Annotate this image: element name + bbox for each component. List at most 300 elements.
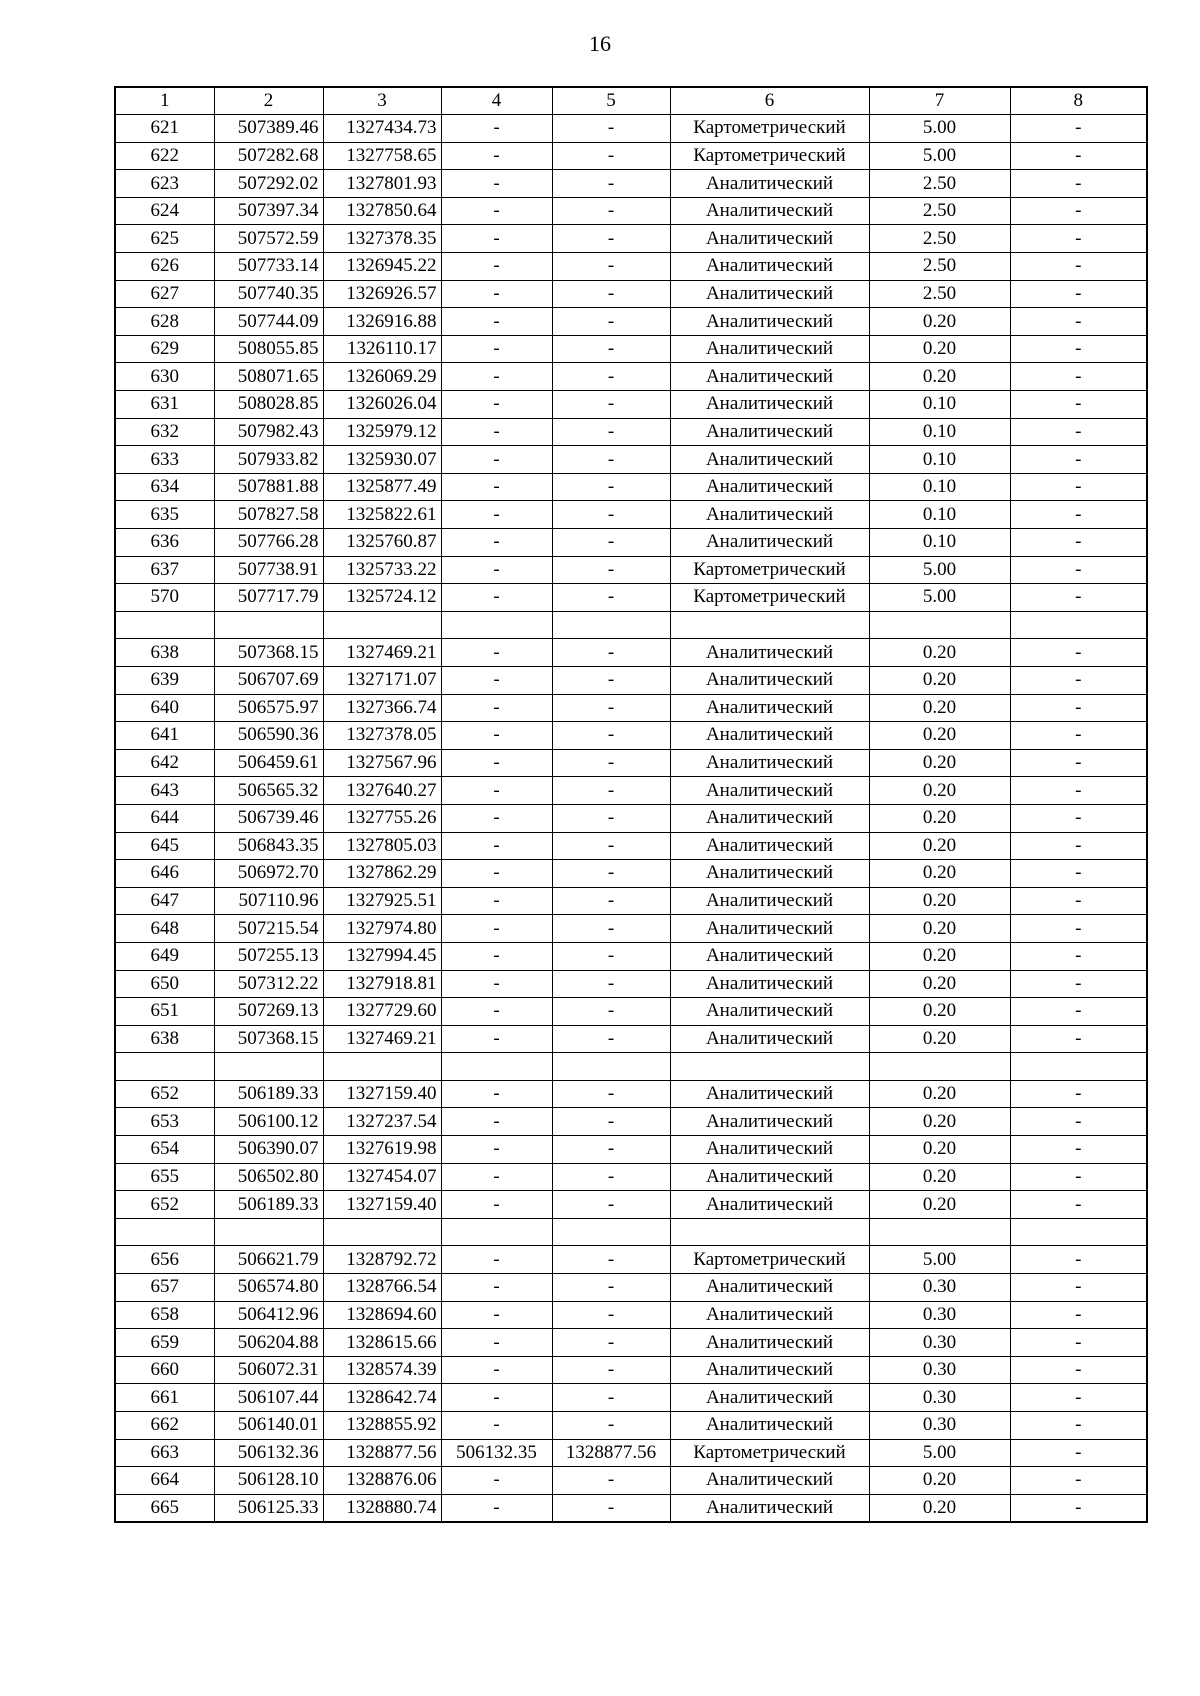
- table-row: [115, 694, 1147, 722]
- x-old-cell: -: [441, 1356, 552, 1384]
- x-coordinate-cell: 507733.14: [214, 253, 323, 281]
- method-cell: Аналитический: [670, 308, 869, 336]
- method-cell: Аналитический: [670, 1025, 869, 1053]
- x-old-cell: -: [441, 1384, 552, 1412]
- y-coordinate-cell: 1326110.17: [323, 335, 441, 363]
- accuracy-cell: 0.30: [869, 1384, 1010, 1412]
- y-old-cell: [552, 1218, 670, 1246]
- accuracy-cell: 0.20: [869, 1025, 1010, 1053]
- accuracy-cell: 0.20: [869, 639, 1010, 667]
- x-old-cell: -: [441, 1246, 552, 1274]
- x-coordinate-cell: 506100.12: [214, 1108, 323, 1136]
- y-old-cell: -: [552, 860, 670, 888]
- table-row: [115, 970, 1147, 998]
- accuracy-cell: 0.20: [869, 666, 1010, 694]
- accuracy-cell: 0.20: [869, 1136, 1010, 1164]
- method-cell: Аналитический: [670, 777, 869, 805]
- note-cell: -: [1010, 501, 1147, 529]
- note-cell: -: [1010, 639, 1147, 667]
- accuracy-cell: 0.10: [869, 446, 1010, 474]
- note-cell: -: [1010, 197, 1147, 225]
- x-coordinate-cell: 507572.59: [214, 225, 323, 253]
- table-row: [115, 197, 1147, 225]
- x-old-cell: -: [441, 529, 552, 557]
- point-number-cell: 661: [115, 1384, 214, 1412]
- point-number-cell: 642: [115, 749, 214, 777]
- y-coordinate-cell: 1328615.66: [323, 1329, 441, 1357]
- point-number-cell: 650: [115, 970, 214, 998]
- accuracy-cell: 0.20: [869, 1080, 1010, 1108]
- table-row: [115, 639, 1147, 667]
- point-number-cell: 570: [115, 584, 214, 612]
- x-coordinate-cell: 506107.44: [214, 1384, 323, 1412]
- x-old-cell: -: [441, 1494, 552, 1522]
- y-old-cell: -: [552, 1494, 670, 1522]
- table-body: [115, 87, 1147, 1522]
- x-old-cell: -: [441, 1163, 552, 1191]
- accuracy-cell: 2.50: [869, 197, 1010, 225]
- table-row: [115, 391, 1147, 419]
- x-old-cell: -: [441, 473, 552, 501]
- method-cell: Аналитический: [670, 1274, 869, 1302]
- method-cell: Картометрический: [670, 556, 869, 584]
- note-cell: -: [1010, 584, 1147, 612]
- accuracy-cell: 5.00: [869, 142, 1010, 170]
- point-number-cell: 663: [115, 1439, 214, 1467]
- x-old-cell: -: [441, 639, 552, 667]
- table-row: [115, 1025, 1147, 1053]
- x-coordinate-cell: 507766.28: [214, 529, 323, 557]
- accuracy-cell: 0.20: [869, 1191, 1010, 1219]
- table-row: [115, 942, 1147, 970]
- accuracy-cell: 0.20: [869, 722, 1010, 750]
- y-old-cell: -: [552, 1412, 670, 1440]
- point-number-cell: 621: [115, 115, 214, 143]
- method-cell: Аналитический: [670, 363, 869, 391]
- accuracy-cell: [869, 1053, 1010, 1081]
- x-old-cell: -: [441, 915, 552, 943]
- y-old-cell: -: [552, 1329, 670, 1357]
- y-coordinate-cell: [323, 1053, 441, 1081]
- y-coordinate-cell: 1328766.54: [323, 1274, 441, 1302]
- x-coordinate-cell: 506502.80: [214, 1163, 323, 1191]
- table-row: [115, 1163, 1147, 1191]
- x-old-cell: -: [441, 1329, 552, 1357]
- y-old-cell: -: [552, 915, 670, 943]
- y-coordinate-cell: 1327378.35: [323, 225, 441, 253]
- table-row: [115, 363, 1147, 391]
- x-old-cell: [441, 1053, 552, 1081]
- column-header: 1: [115, 87, 214, 115]
- note-cell: -: [1010, 335, 1147, 363]
- note-cell: -: [1010, 777, 1147, 805]
- method-cell: Аналитический: [670, 1329, 869, 1357]
- table-row: [115, 998, 1147, 1026]
- point-number-cell: 638: [115, 1025, 214, 1053]
- x-old-cell: -: [441, 832, 552, 860]
- accuracy-cell: 0.20: [869, 832, 1010, 860]
- table-row: [115, 1136, 1147, 1164]
- table-row: [115, 832, 1147, 860]
- method-cell: Аналитический: [670, 860, 869, 888]
- x-old-cell: [441, 1218, 552, 1246]
- note-cell: -: [1010, 1274, 1147, 1302]
- x-old-cell: -: [441, 170, 552, 198]
- note-cell: -: [1010, 556, 1147, 584]
- x-old-cell: -: [441, 501, 552, 529]
- y-old-cell: -: [552, 446, 670, 474]
- point-number-cell: 624: [115, 197, 214, 225]
- note-cell: -: [1010, 1329, 1147, 1357]
- note-cell: -: [1010, 1025, 1147, 1053]
- accuracy-cell: 0.20: [869, 694, 1010, 722]
- y-coordinate-cell: 1328694.60: [323, 1301, 441, 1329]
- y-old-cell: -: [552, 777, 670, 805]
- method-cell: Аналитический: [670, 942, 869, 970]
- table-row: [115, 1191, 1147, 1219]
- y-coordinate-cell: 1327729.60: [323, 998, 441, 1026]
- accuracy-cell: 0.10: [869, 529, 1010, 557]
- y-old-cell: -: [552, 666, 670, 694]
- table-row: [115, 777, 1147, 805]
- y-coordinate-cell: 1325930.07: [323, 446, 441, 474]
- accuracy-cell: 0.30: [869, 1412, 1010, 1440]
- x-coordinate-cell: 506590.36: [214, 722, 323, 750]
- x-coordinate-cell: 507282.68: [214, 142, 323, 170]
- y-coordinate-cell: 1326916.88: [323, 308, 441, 336]
- y-coordinate-cell: 1325760.87: [323, 529, 441, 557]
- y-old-cell: -: [552, 418, 670, 446]
- y-coordinate-cell: 1325724.12: [323, 584, 441, 612]
- table-row: [115, 529, 1147, 557]
- accuracy-cell: 0.10: [869, 418, 1010, 446]
- method-cell: Картометрический: [670, 115, 869, 143]
- x-coordinate-cell: 506204.88: [214, 1329, 323, 1357]
- note-cell: -: [1010, 942, 1147, 970]
- page-number: 16: [589, 31, 611, 56]
- point-number-cell: 643: [115, 777, 214, 805]
- point-number-cell: 631: [115, 391, 214, 419]
- point-number-cell: 638: [115, 639, 214, 667]
- point-number-cell: 634: [115, 473, 214, 501]
- note-cell: -: [1010, 363, 1147, 391]
- x-old-cell: -: [441, 722, 552, 750]
- x-old-cell: 506132.35: [441, 1439, 552, 1467]
- x-coordinate-cell: 508055.85: [214, 335, 323, 363]
- note-cell: -: [1010, 1301, 1147, 1329]
- table-row: [115, 225, 1147, 253]
- y-old-cell: -: [552, 170, 670, 198]
- column-header: 5: [552, 87, 670, 115]
- method-cell: Аналитический: [670, 529, 869, 557]
- y-old-cell: -: [552, 1384, 670, 1412]
- y-old-cell: -: [552, 197, 670, 225]
- x-coordinate-cell: 507110.96: [214, 887, 323, 915]
- accuracy-cell: 0.30: [869, 1356, 1010, 1384]
- table-row: [115, 418, 1147, 446]
- y-old-cell: -: [552, 391, 670, 419]
- accuracy-cell: 2.50: [869, 280, 1010, 308]
- accuracy-cell: 0.20: [869, 308, 1010, 336]
- column-header: 2: [214, 87, 323, 115]
- table-row: [115, 1494, 1147, 1522]
- point-number-cell: 628: [115, 308, 214, 336]
- y-old-cell: -: [552, 1191, 670, 1219]
- note-cell: -: [1010, 1108, 1147, 1136]
- point-number-cell: 647: [115, 887, 214, 915]
- x-coordinate-cell: 507368.15: [214, 1025, 323, 1053]
- x-coordinate-cell: 506390.07: [214, 1136, 323, 1164]
- x-coordinate-cell: 507982.43: [214, 418, 323, 446]
- x-old-cell: -: [441, 556, 552, 584]
- note-cell: [1010, 1218, 1147, 1246]
- table-row: [115, 253, 1147, 281]
- note-cell: -: [1010, 170, 1147, 198]
- accuracy-cell: 2.50: [869, 253, 1010, 281]
- y-coordinate-cell: 1328855.92: [323, 1412, 441, 1440]
- y-coordinate-cell: 1327159.40: [323, 1080, 441, 1108]
- point-number-cell: [115, 611, 214, 639]
- table-row: [115, 584, 1147, 612]
- y-old-cell: -: [552, 1163, 670, 1191]
- y-coordinate-cell: 1327619.98: [323, 1136, 441, 1164]
- x-coordinate-cell: 507827.58: [214, 501, 323, 529]
- x-coordinate-cell: 506621.79: [214, 1246, 323, 1274]
- note-cell: -: [1010, 391, 1147, 419]
- note-cell: -: [1010, 749, 1147, 777]
- table-row: [115, 1412, 1147, 1440]
- note-cell: -: [1010, 308, 1147, 336]
- method-cell: Аналитический: [670, 804, 869, 832]
- method-cell: Аналитический: [670, 170, 869, 198]
- point-number-cell: 649: [115, 942, 214, 970]
- y-coordinate-cell: 1328642.74: [323, 1384, 441, 1412]
- table-row: [115, 749, 1147, 777]
- note-cell: -: [1010, 1467, 1147, 1495]
- note-cell: [1010, 611, 1147, 639]
- note-cell: -: [1010, 915, 1147, 943]
- accuracy-cell: 0.20: [869, 1108, 1010, 1136]
- table-row: [115, 170, 1147, 198]
- y-old-cell: -: [552, 942, 670, 970]
- accuracy-cell: 2.50: [869, 170, 1010, 198]
- x-old-cell: -: [441, 225, 552, 253]
- table-row: [115, 666, 1147, 694]
- accuracy-cell: 5.00: [869, 1246, 1010, 1274]
- note-cell: -: [1010, 1494, 1147, 1522]
- point-number-cell: 651: [115, 998, 214, 1026]
- table-row: [115, 722, 1147, 750]
- accuracy-cell: 0.20: [869, 749, 1010, 777]
- y-old-cell: -: [552, 887, 670, 915]
- y-coordinate-cell: 1327171.07: [323, 666, 441, 694]
- method-cell: Аналитический: [670, 391, 869, 419]
- y-old-cell: -: [552, 584, 670, 612]
- y-coordinate-cell: 1328877.56: [323, 1439, 441, 1467]
- note-cell: -: [1010, 280, 1147, 308]
- accuracy-cell: 0.20: [869, 860, 1010, 888]
- x-old-cell: -: [441, 446, 552, 474]
- x-coordinate-cell: 506140.01: [214, 1412, 323, 1440]
- method-cell: Аналитический: [670, 915, 869, 943]
- point-number-cell: [115, 1053, 214, 1081]
- note-cell: -: [1010, 970, 1147, 998]
- y-old-cell: -: [552, 225, 670, 253]
- accuracy-cell: 0.20: [869, 1163, 1010, 1191]
- method-cell: Картометрический: [670, 1439, 869, 1467]
- note-cell: -: [1010, 804, 1147, 832]
- table-row: [115, 1080, 1147, 1108]
- y-coordinate-cell: 1326945.22: [323, 253, 441, 281]
- x-old-cell: -: [441, 666, 552, 694]
- note-cell: -: [1010, 446, 1147, 474]
- x-old-cell: -: [441, 887, 552, 915]
- point-number-cell: 640: [115, 694, 214, 722]
- x-old-cell: -: [441, 860, 552, 888]
- point-number-cell: 645: [115, 832, 214, 860]
- y-coordinate-cell: 1328876.06: [323, 1467, 441, 1495]
- accuracy-cell: 0.20: [869, 998, 1010, 1026]
- x-old-cell: -: [441, 418, 552, 446]
- accuracy-cell: 0.20: [869, 1494, 1010, 1522]
- table-row: [115, 473, 1147, 501]
- accuracy-cell: 0.30: [869, 1329, 1010, 1357]
- x-coordinate-cell: 506125.33: [214, 1494, 323, 1522]
- x-coordinate-cell: 507881.88: [214, 473, 323, 501]
- x-old-cell: -: [441, 197, 552, 225]
- table-row: [115, 280, 1147, 308]
- y-old-cell: -: [552, 556, 670, 584]
- x-old-cell: -: [441, 1191, 552, 1219]
- x-coordinate-cell: 507738.91: [214, 556, 323, 584]
- note-cell: -: [1010, 832, 1147, 860]
- note-cell: -: [1010, 1080, 1147, 1108]
- x-coordinate-cell: 507292.02: [214, 170, 323, 198]
- method-cell: Аналитический: [670, 1108, 869, 1136]
- y-coordinate-cell: 1327237.54: [323, 1108, 441, 1136]
- y-old-cell: [552, 611, 670, 639]
- method-cell: Аналитический: [670, 1191, 869, 1219]
- point-number-cell: 665: [115, 1494, 214, 1522]
- accuracy-cell: 5.00: [869, 115, 1010, 143]
- y-coordinate-cell: 1325877.49: [323, 473, 441, 501]
- y-coordinate-cell: 1325733.22: [323, 556, 441, 584]
- table-row: [115, 1439, 1147, 1467]
- y-old-cell: -: [552, 804, 670, 832]
- method-cell: Аналитический: [670, 280, 869, 308]
- table-row: [115, 611, 1147, 639]
- x-old-cell: -: [441, 115, 552, 143]
- y-coordinate-cell: 1327994.45: [323, 942, 441, 970]
- x-coordinate-cell: 506072.31: [214, 1356, 323, 1384]
- accuracy-cell: [869, 611, 1010, 639]
- y-old-cell: -: [552, 1108, 670, 1136]
- method-cell: Аналитический: [670, 694, 869, 722]
- y-old-cell: -: [552, 253, 670, 281]
- y-coordinate-cell: 1327567.96: [323, 749, 441, 777]
- x-coordinate-cell: 507215.54: [214, 915, 323, 943]
- note-cell: -: [1010, 998, 1147, 1026]
- y-coordinate-cell: [323, 611, 441, 639]
- x-coordinate-cell: 506575.97: [214, 694, 323, 722]
- x-coordinate-cell: 506128.10: [214, 1467, 323, 1495]
- accuracy-cell: 5.00: [869, 584, 1010, 612]
- note-cell: -: [1010, 418, 1147, 446]
- point-number-cell: 652: [115, 1191, 214, 1219]
- x-old-cell: -: [441, 308, 552, 336]
- point-number-cell: 654: [115, 1136, 214, 1164]
- method-cell: Аналитический: [670, 335, 869, 363]
- y-old-cell: -: [552, 998, 670, 1026]
- x-old-cell: -: [441, 1080, 552, 1108]
- accuracy-cell: 0.10: [869, 391, 1010, 419]
- note-cell: -: [1010, 1191, 1147, 1219]
- y-coordinate-cell: 1327925.51: [323, 887, 441, 915]
- x-old-cell: -: [441, 280, 552, 308]
- x-old-cell: -: [441, 584, 552, 612]
- x-coordinate-cell: 506739.46: [214, 804, 323, 832]
- x-coordinate-cell: 506412.96: [214, 1301, 323, 1329]
- y-old-cell: -: [552, 749, 670, 777]
- y-old-cell: -: [552, 1080, 670, 1108]
- coordinates-table: [114, 86, 1148, 1523]
- point-number-cell: 626: [115, 253, 214, 281]
- x-old-cell: -: [441, 1467, 552, 1495]
- method-cell: Аналитический: [670, 1384, 869, 1412]
- table-row: [115, 1384, 1147, 1412]
- y-old-cell: -: [552, 722, 670, 750]
- accuracy-cell: 0.10: [869, 501, 1010, 529]
- note-cell: -: [1010, 694, 1147, 722]
- note-cell: -: [1010, 1163, 1147, 1191]
- method-cell: Аналитический: [670, 639, 869, 667]
- point-number-cell: 652: [115, 1080, 214, 1108]
- table-row: [115, 1218, 1147, 1246]
- x-coordinate-cell: 506189.33: [214, 1191, 323, 1219]
- point-number-cell: 627: [115, 280, 214, 308]
- y-coordinate-cell: 1327755.26: [323, 804, 441, 832]
- y-coordinate-cell: 1327159.40: [323, 1191, 441, 1219]
- table-row: [115, 804, 1147, 832]
- point-number-cell: 664: [115, 1467, 214, 1495]
- point-number-cell: 635: [115, 501, 214, 529]
- method-cell: [670, 1218, 869, 1246]
- method-cell: Аналитический: [670, 998, 869, 1026]
- method-cell: Аналитический: [670, 749, 869, 777]
- x-coordinate-cell: [214, 1218, 323, 1246]
- note-cell: -: [1010, 473, 1147, 501]
- x-coordinate-cell: 506189.33: [214, 1080, 323, 1108]
- table-row: [115, 1301, 1147, 1329]
- x-coordinate-cell: 507933.82: [214, 446, 323, 474]
- y-old-cell: -: [552, 473, 670, 501]
- point-number-cell: 646: [115, 860, 214, 888]
- note-cell: -: [1010, 529, 1147, 557]
- point-number-cell: 630: [115, 363, 214, 391]
- point-number-cell: 641: [115, 722, 214, 750]
- note-cell: -: [1010, 1136, 1147, 1164]
- y-coordinate-cell: 1327378.05: [323, 722, 441, 750]
- table-row: [115, 1467, 1147, 1495]
- y-old-cell: -: [552, 363, 670, 391]
- table-row: [115, 1356, 1147, 1384]
- y-old-cell: -: [552, 529, 670, 557]
- column-header: 4: [441, 87, 552, 115]
- y-coordinate-cell: 1327469.21: [323, 639, 441, 667]
- table-header-row: [115, 87, 1147, 115]
- y-coordinate-cell: 1328792.72: [323, 1246, 441, 1274]
- x-coordinate-cell: 506459.61: [214, 749, 323, 777]
